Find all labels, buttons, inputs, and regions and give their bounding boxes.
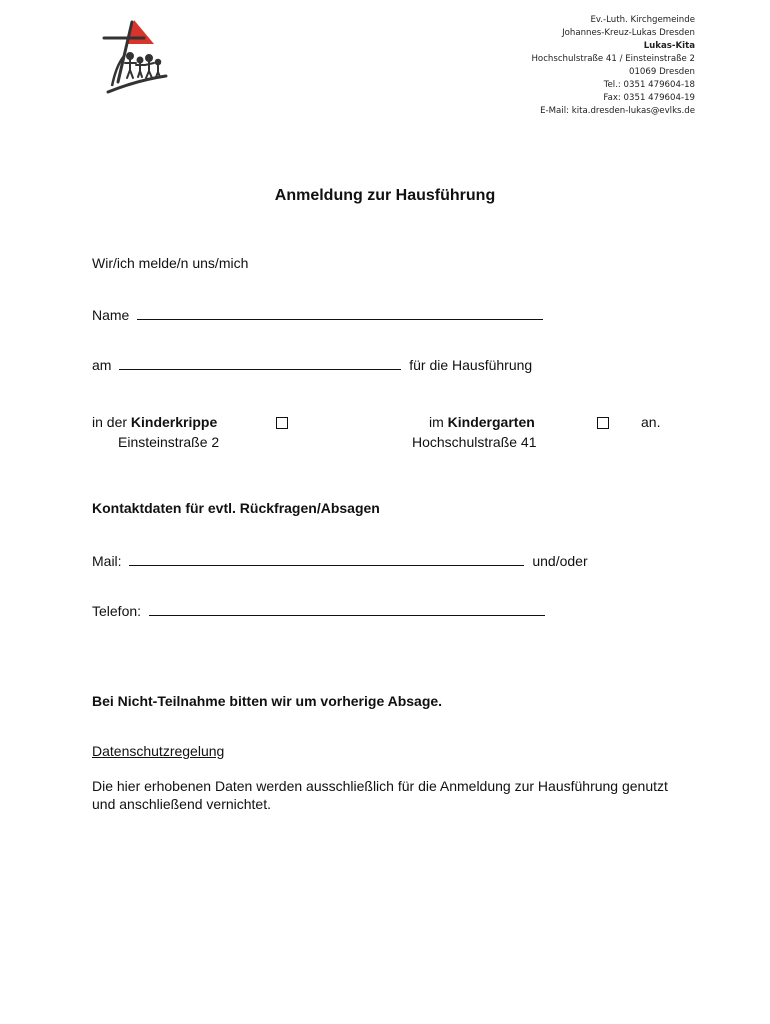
date-suffix: für die Hausführung: [409, 357, 533, 373]
logo-swoosh: [108, 76, 166, 92]
phone-number: Tel.: 0351 479604-18: [603, 80, 695, 90]
page-title: Anmeldung zur Hausführung: [274, 187, 496, 204]
date-row: [92, 355, 532, 373]
kita-name: Lukas-Kita: [643, 41, 695, 51]
name-label: Name: [92, 307, 130, 323]
street-address: Hochschulstraße 41 / Einsteinstraße 2: [531, 54, 695, 64]
email-address: E-Mail: kita.dresden-lukas@evlks.de: [540, 106, 695, 116]
org-name: Ev.-Luth. Kirchgemeinde: [590, 15, 695, 25]
krippe-name: Kinderkrippe: [130, 414, 218, 430]
name-field[interactable]: [137, 305, 543, 320]
suffix-an: an.: [641, 414, 661, 430]
kindergarten-address: Hochschulstraße 41: [412, 434, 537, 450]
church-family-logo: [98, 16, 170, 96]
mail-field[interactable]: [129, 551, 524, 566]
kindergarten-prefix: im: [429, 414, 448, 430]
fax-number: Fax: 0351 479604-19: [603, 93, 695, 103]
kindergarten-name: Kindergarten: [447, 414, 535, 430]
krippe-checkbox[interactable]: [276, 417, 288, 429]
parish-name: Johannes-Kreuz-Lukas Dresden: [562, 28, 695, 38]
mail-row: [92, 551, 588, 569]
kindergarten-checkbox[interactable]: [597, 417, 609, 429]
phone-field[interactable]: [149, 601, 545, 616]
city: 01069 Dresden: [629, 67, 695, 77]
privacy-text: Die hier erhobenen Daten werden ausschließlich für die Anmeldung zur Hausführung genutzt und anschließend vernichtet.: [92, 778, 668, 812]
mail-suffix: und/oder: [532, 553, 588, 569]
krippe-address: Einsteinstraße 2: [118, 434, 220, 450]
krippe-option: [92, 414, 217, 430]
intro-text: Wir/ich melde/n uns/mich: [92, 255, 249, 271]
phone-row: [92, 601, 545, 619]
name-row: [92, 305, 543, 323]
mail-label: Mail:: [92, 553, 122, 569]
date-label: am: [92, 357, 112, 373]
absence-notice: Bei Nicht-Teilnahme bitten wir um vorherige Absage.: [92, 693, 443, 709]
letterhead-address: [375, 14, 695, 118]
logo-family-figures: [125, 53, 160, 78]
privacy-heading: Datenschutzregelung: [92, 743, 225, 759]
phone-label: Telefon:: [92, 603, 142, 619]
date-field[interactable]: [119, 355, 401, 370]
contact-heading: Kontaktdaten für evtl. Rückfragen/Absagen: [92, 500, 380, 516]
kindergarten-option: [429, 414, 535, 430]
krippe-prefix: in der: [92, 414, 131, 430]
